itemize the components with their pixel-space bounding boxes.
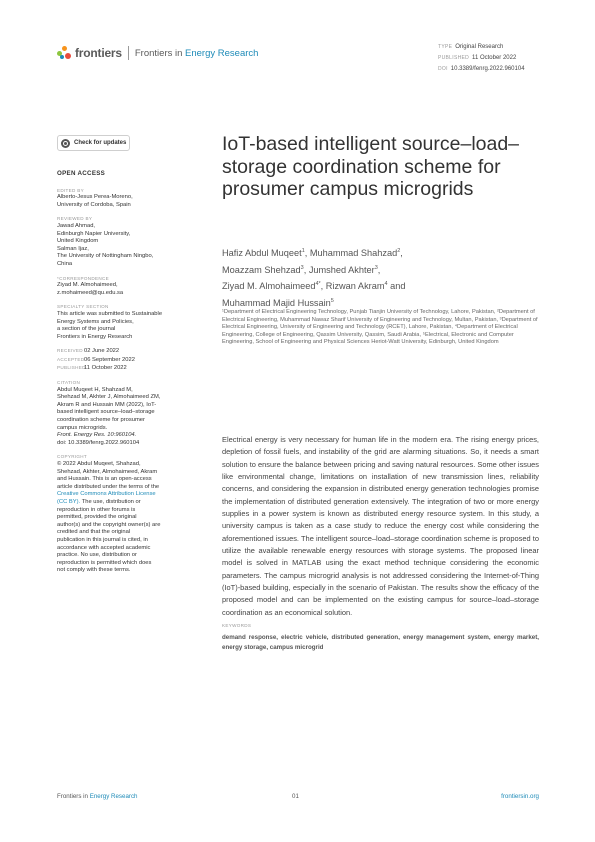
journal-logo[interactable] <box>57 46 258 60</box>
keywords: demand response, electric vehicle, distributed generation, energy management system, energy market, energy storage, campus microgrid <box>222 634 539 651</box>
citation: Abdul Muqeet H, Shahzad M, Shehzad M, Akhter J, Almohaimeed ZM, Akram R and Hussain MM (2022), IoT- based intelligent source–load–storage coordination scheme for prosumer campus microgrids. Front. Energy Res. 10:960104. doi: 10.3389/fenrg.2022.960104 <box>57 386 161 446</box>
abstract: Electrical energy is very necessary for human life in the modern era. The rising energy prices, depletion of fossil fuels, and instability of the grid are alarming situations. So, it needs a smart solution to ensure the balance between pricing and saving natural resources. Some other issues like environmental change, limitations on installation of new transmission lines, reliability concerns, and considering the expansion in distributed energy generation technologies promise the implementation of distributed generation extensively. The integration of two or more energy supplies in a power system is known as distributed energy resource system. In this study, a university campus is taken as a case study to reduce the energy cost while considering the aforementioned issues. The intelligent source–load–storage coordination scheme is proposed to utilize the available renewable energy resources with storage systems. The proposed linear model is solved in MATLAB using the exact method technique considering the economic parameters. The campus microgrid analysis is not addressed considering the Internet-of-Thing (IoT)-based building, especially in the scenario of Pakistan. The results show the efficacy of the proposed model and can be implemented on the existing campus for source–load–storage coordination as an economical solution. <box>222 435 539 617</box>
article-dates: RECEIVED02 June 2022 ACCEPTED06 September 2022 PUBLISHED11 October 2022 <box>57 348 135 372</box>
open-access-label: OPEN ACCESS <box>57 170 106 177</box>
footer-journal[interactable]: Frontiers in Energy Research <box>57 793 138 800</box>
logo-divider <box>128 46 129 60</box>
article-type: Original Research <box>455 44 504 50</box>
author[interactable]: Hafiz Abdul Muqeet$^1$ <box>222 248 305 259</box>
author[interactable]: Moazzam Shehzad$^3$ <box>222 264 304 275</box>
author[interactable]: Muhammad Shahzad$^2$ <box>309 248 401 259</box>
check-updates-icon <box>61 139 70 148</box>
journal-title: Frontiers in Energy Research <box>134 47 259 59</box>
article-sidebar: OPEN ACCESS EDITED BY Alberto-Jesus Perea-Moreno, University of Cordoba, Spain REVIEWED BY Jawad Ahmad, Edinburgh Napier University, United Kingdom Salman Ijaz, The University of Nottingham Ningbo, China *CORRESPONDENCE Ziyad M. Almohaimeed, z.mohaimeed@qu.edu.sa SPECIALTY SECTION This article was submitted to Sustainable Energy Systems and Policies, a section of the journal Frontiers in Energy Research RECEIVED02 June 2022 ACCEPTED06 September 2022 PUBLISHED11 October 2022 CITATION Abdul Muqeet H, Shahzad M, Shehzad M, Akhter J, Almohaimeed ZM, Akram R and Hussain MM (2022), IoT- based intelligent source–load–storage coordination scheme for prosumer campus microgrids. Front. Energy Res. 10:960104. doi: 10.3389/fenrg.2022.960104 COPYRIGHT © 2022 Abdul Muqeet, Shahzad, Shehzad, Akhter, Almohaimeed, Akram and Hussain. This is an open-access article distributed under the terms of the Creative Commons Attribution License (CC BY). The use, distribution or reproduction in other forums is permitted, provided the original author(s) and the copyright owner(s) are credited and that the original publication in this journal is cited, in accordance with accepted academic practice. No use, distribution or reproduction is permitted which does not comply with these terms. <box>57 170 185 575</box>
keywords-label: KEYWORDS <box>222 623 252 628</box>
reviewed-by: Jawad Ahmad, Edinburgh Napier University, United Kingdom Salman Ijaz, The University of Nottingham Ningbo, China <box>57 222 154 267</box>
specialty-section: This article was submitted to Sustainable Energy Systems and Policies, a section of the journal Frontiers in Energy Research <box>57 310 163 340</box>
doi-link[interactable]: 10.3389/fenrg.2022.960104 <box>450 66 525 72</box>
author[interactable]: Ziyad M. Almohaimeed$^{4*}$ <box>222 281 321 292</box>
article-meta: TYPE Original Research PUBLISHED 11 October 2022 DOI 10.3389/fenrg.2022.960104 <box>438 44 525 72</box>
published-date: 11 October 2022 <box>472 55 517 61</box>
edited-by: Alberto-Jesus Perea-Moreno, University of Cordoba, Spain <box>57 194 133 208</box>
author[interactable]: Rizwan Akram$^4$ <box>325 281 388 292</box>
check-for-updates-button[interactable]: Check for updates <box>57 135 130 151</box>
frontiers-logo-icon <box>57 46 71 60</box>
author[interactable]: Jumshed Akhter$^3$ <box>308 264 378 275</box>
license-link-abbr[interactable]: (CC BY). <box>57 498 81 505</box>
copyright-notice: © 2022 Abdul Muqeet, Shahzad, Shehzad, Akhter, Almohaimeed, Akram and Hussain. This is an open-access article distributed under the terms of the Creative Commons Attribution License (CC BY). The use, distribution or reproduction in other forums is permitted, provided the original author(s) and the copyright owner(s) are credited and that the original publication in this journal is cited, in accordance with accepted academic practice. No use, distribution or reproduction is permitted which does not comply with these terms. <box>57 461 185 575</box>
correspondence-email[interactable]: z.mohaimeed@qu.edu.sa <box>57 289 124 296</box>
article-title: IoT-based intelligent source–load–storage coordination scheme for prosumer campus microgrids <box>222 133 520 200</box>
license-link[interactable]: Creative Commons Attribution License <box>57 491 156 498</box>
author[interactable]: Muhammad Majid Hussain$^5$ <box>222 297 334 309</box>
footer-site-link[interactable]: frontiersin.org <box>501 793 539 800</box>
page-number: 01 <box>292 793 299 800</box>
correspondence: Ziyad M. Almohaimeed, z.mohaimeed@qu.edu.sa <box>57 282 185 297</box>
affiliations: ¹Department of Electrical Engineering Technology, Punjab Tianjin University of Technology, Lahore, Pakistan, ²Department of Electrical Engineering, Muhammad Nawaz Sharif University of Engineering and Technology, Multan, Pakistan, ³Department of Electrical Engineering, University of Engineering and Technology (RCET), Lahore, Pakistan, ⁴Department of Electrical Engineering, College of Engineering, Qassim University, Qassim, Saudi Arabia, ⁵Electrical, Electronic and Computer Engineering, School of Engineering and Physical Sciences Heriot-Watt University, Edinburgh, United Kingdom <box>222 309 538 346</box>
author-list: Hafiz Abdul Muqeet$^1$, Muhammad Shahzad$^2$, Moazzam Shehzad$^3$, Jumshed Akhter$^3$, Ziyad M. Almohaimeed$^{4*}$, Rizwan Akram$^4$ and Muhammad Majid Hussain$^5$ <box>222 248 406 309</box>
brand-name: frontiers <box>75 46 122 60</box>
